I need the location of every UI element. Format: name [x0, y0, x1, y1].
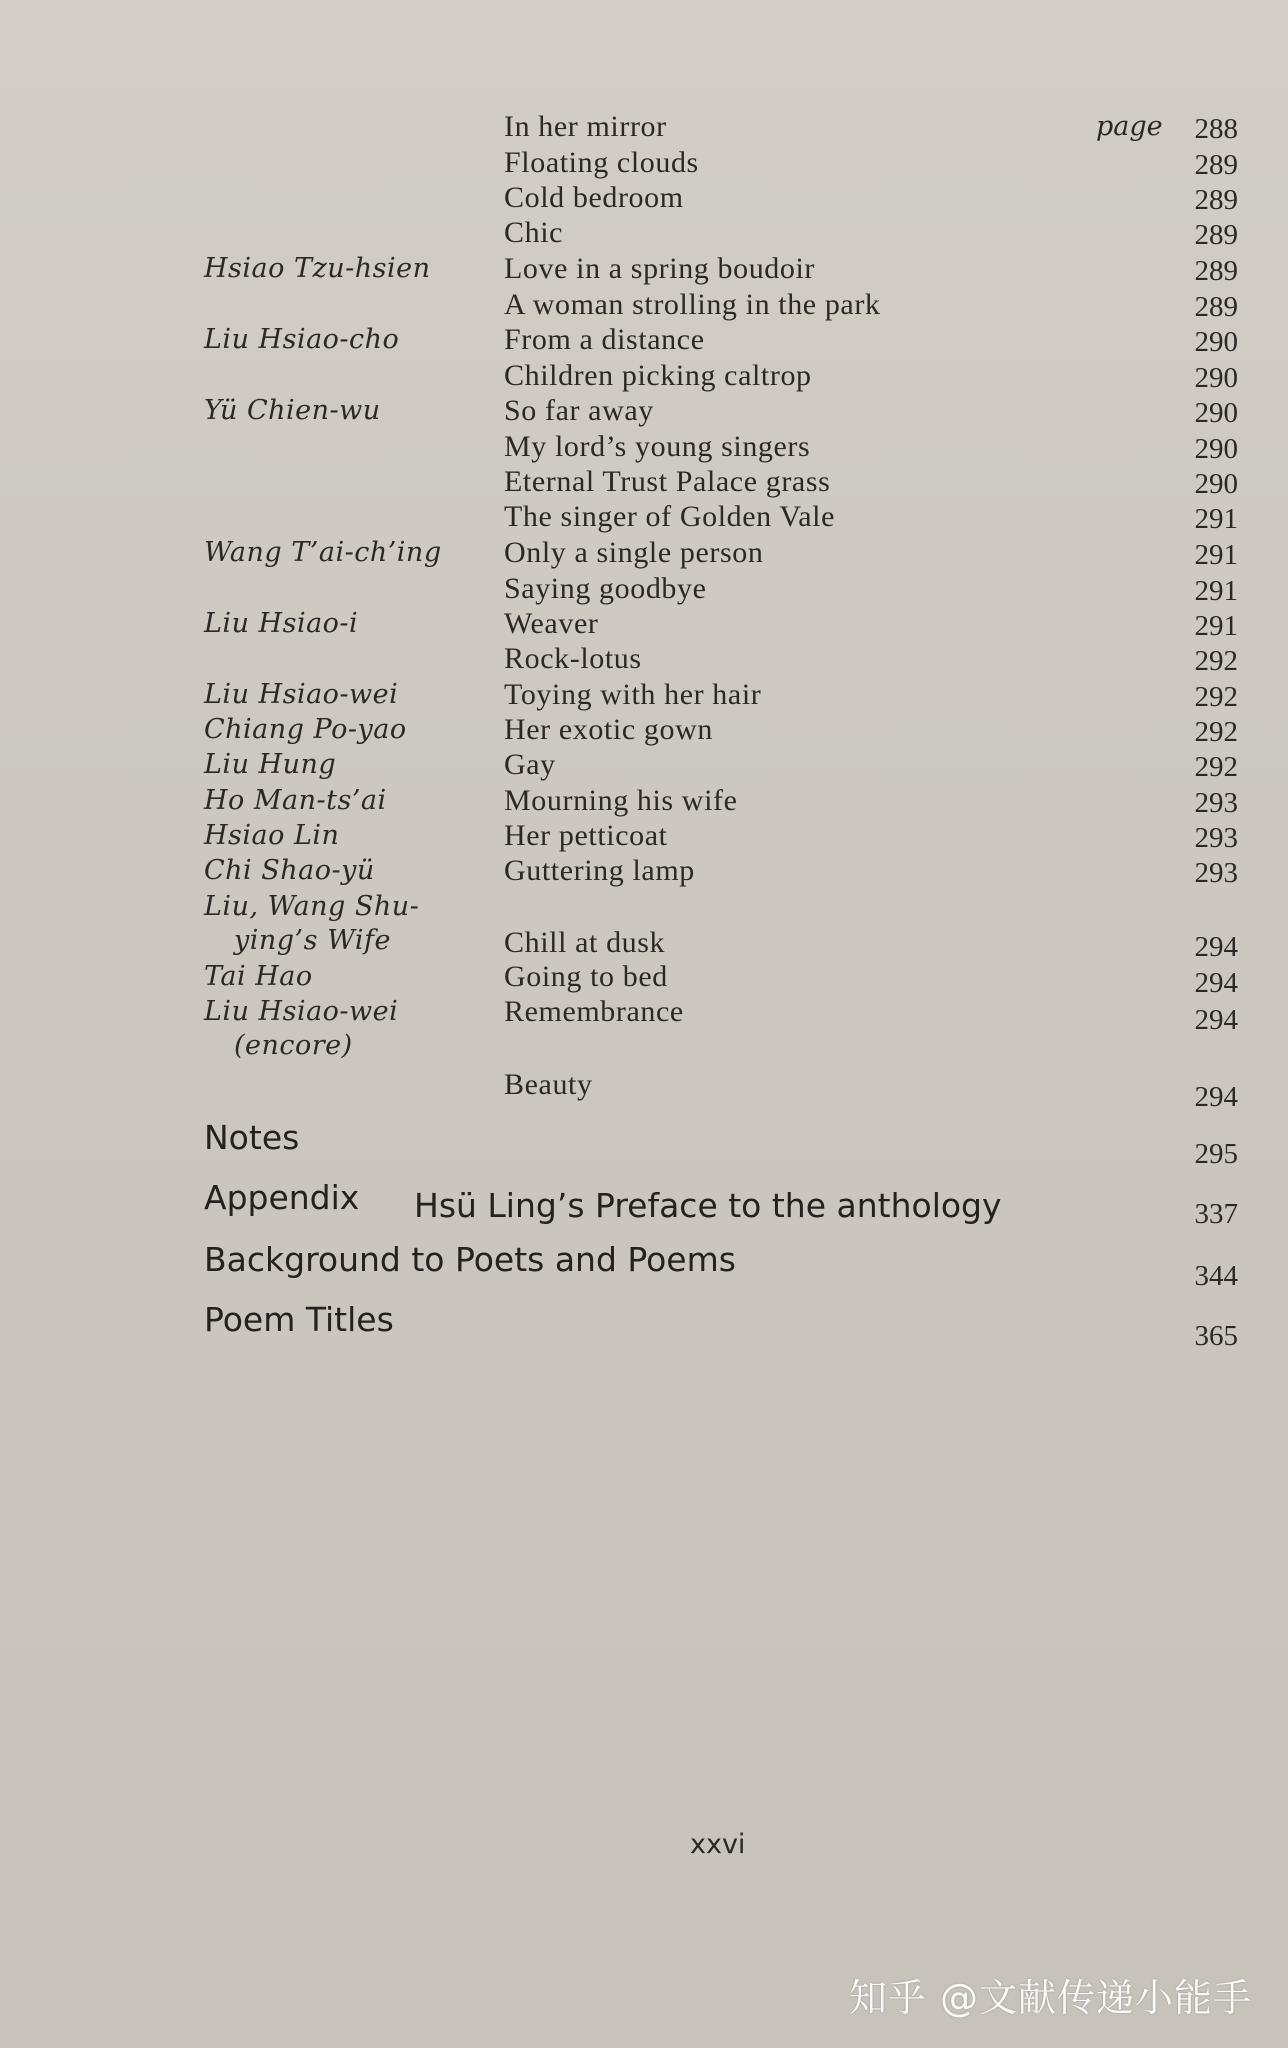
poem-title: Chic: [504, 216, 564, 249]
poet-name: Liu Hsiao-i: [204, 608, 359, 639]
poem-title: Floating clouds: [504, 146, 699, 179]
poem-title: Eternal Trust Palace grass: [504, 465, 831, 498]
toc-entry: [0, 288, 1288, 324]
page-number: 289: [1194, 255, 1238, 287]
poem-title: Toying with her hair: [504, 678, 762, 711]
page-number: 294: [1194, 1081, 1238, 1113]
poem-title: Mourning his wife: [504, 784, 738, 817]
page-number: 292: [1194, 716, 1238, 748]
toc-entry: [0, 394, 1288, 430]
toc-entry: [0, 995, 1288, 1065]
poet-name: Yü Chien-wu: [204, 395, 381, 426]
toc-entry: [0, 713, 1288, 749]
section-subtitle: Hsü Ling’s Preface to the anthology: [414, 1186, 1002, 1225]
toc-entry: [0, 146, 1288, 182]
poem-title: Rock-lotus: [504, 642, 642, 675]
page-number: 294: [1194, 931, 1238, 963]
section-label: Appendix: [204, 1178, 360, 1217]
poem-title: Her exotic gown: [504, 713, 713, 746]
poem-title: Cold bedroom: [504, 181, 684, 214]
poet-name: Liu Hsiao-wei: [204, 996, 399, 1027]
page-number: 291: [1194, 610, 1238, 642]
section-page-number: 365: [1194, 1320, 1238, 1352]
toc-entry: [0, 110, 1288, 146]
poet-name: Tai Hao: [204, 961, 313, 992]
poet-name: Liu, Wang Shu-: [204, 891, 420, 922]
toc-entry: [0, 252, 1288, 288]
page-number: 290: [1194, 362, 1238, 394]
poem-title: Beauty: [504, 1068, 593, 1101]
toc-entry: [0, 748, 1288, 784]
page-number: 292: [1194, 645, 1238, 677]
page-number: 294: [1194, 967, 1238, 999]
page-number: 293: [1194, 822, 1238, 854]
toc-entry: [0, 890, 1288, 963]
poem-title: Children picking caltrop: [504, 359, 812, 392]
page-number: 291: [1194, 503, 1238, 535]
page-number: 293: [1194, 857, 1238, 889]
poet-name: Wang T’ai-ch’ing: [204, 537, 442, 568]
poem-title: Saying goodbye: [504, 572, 707, 605]
page-number: 293: [1194, 787, 1238, 819]
page-number: 288: [1194, 113, 1238, 145]
toc-entry: [0, 678, 1288, 714]
watermark: 知乎 @文献传递小能手: [848, 1976, 1252, 2020]
poet-name-continued: (encore): [234, 1030, 353, 1061]
toc-entry: [0, 642, 1288, 678]
poet-name: Liu Hsiao-wei: [204, 679, 399, 710]
poem-title: In her mirror: [504, 110, 667, 143]
page-number: 290: [1194, 433, 1238, 465]
poem-title: Remembrance: [504, 995, 684, 1028]
poet-name-continued: ying’s Wife: [234, 925, 391, 956]
page-number: 294: [1194, 1004, 1238, 1036]
page-number: 291: [1194, 539, 1238, 571]
poem-title: Only a single person: [504, 536, 764, 569]
page-number: 290: [1194, 326, 1238, 358]
page-number: 289: [1194, 184, 1238, 216]
poem-title: Guttering lamp: [504, 854, 695, 887]
toc-entry: [0, 572, 1288, 608]
toc-entry: [0, 323, 1288, 359]
toc-entry: [0, 430, 1288, 466]
toc-entry: [0, 359, 1288, 395]
toc-entry: [0, 181, 1288, 217]
toc-entry: [0, 500, 1288, 536]
section-label: Notes: [204, 1118, 300, 1157]
page-folio: xxvi: [690, 1829, 746, 1860]
poem-title: So far away: [504, 394, 654, 427]
poet-name: Liu Hsiao-cho: [204, 324, 400, 355]
page-number: 289: [1194, 219, 1238, 251]
poem-title: Gay: [504, 748, 556, 781]
toc-entry: [0, 854, 1288, 890]
toc-entry: [0, 1068, 1288, 1113]
section-page-number: 337: [1194, 1198, 1238, 1230]
page-number: 289: [1194, 291, 1238, 323]
poem-title: Her petticoat: [504, 819, 668, 852]
section-label: Background to Poets and Poems: [204, 1240, 736, 1279]
poem-title: A woman strolling in the park: [504, 288, 881, 321]
page-number: 290: [1194, 468, 1238, 500]
page-number: 291: [1194, 575, 1238, 607]
poem-title: Chill at dusk: [504, 926, 666, 959]
poet-name: Liu Hung: [204, 749, 337, 780]
toc-entry: [0, 607, 1288, 643]
poem-title: My lord’s young singers: [504, 430, 811, 463]
poem-title: Love in a spring boudoir: [504, 252, 816, 285]
poet-name: Hsiao Tzu-hsien: [204, 253, 431, 284]
toc-entry: [0, 216, 1288, 252]
section-label: Poem Titles: [204, 1300, 394, 1339]
section-page-number: 295: [1194, 1138, 1238, 1170]
toc-entry: [0, 819, 1288, 855]
poem-title: Going to bed: [504, 960, 668, 993]
poet-name: Hsiao Lin: [204, 820, 340, 851]
page-number: 292: [1194, 681, 1238, 713]
toc-entry: [0, 465, 1288, 501]
page-number: 292: [1194, 751, 1238, 783]
toc-entry: [0, 784, 1288, 820]
page-number: 289: [1194, 149, 1238, 181]
poem-title: The singer of Golden Vale: [504, 500, 836, 533]
toc-entry: [0, 536, 1288, 572]
section-page-number: 344: [1194, 1260, 1238, 1292]
poet-name: Ho Man-ts’ai: [204, 785, 387, 816]
toc-entry: [0, 960, 1288, 999]
page-label: page: [1096, 111, 1163, 142]
page-number: 290: [1194, 397, 1238, 429]
poem-title: From a distance: [504, 323, 705, 356]
poet-name: Chiang Po-yao: [204, 714, 407, 745]
poem-title: Weaver: [504, 607, 599, 640]
poet-name: Chi Shao-yü: [204, 855, 375, 886]
